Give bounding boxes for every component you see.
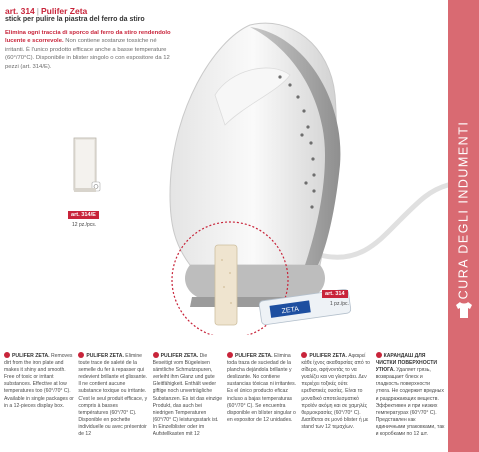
heading-separator: | <box>36 6 39 16</box>
product-subtitle: stick per pulire la piastra del ferro da stiro <box>5 16 145 23</box>
column-english: PULIFER ZETA. Removes dirt from the iron plate and makes it shiny and smooth. Free of toxic or irritant substances. Effective at low temperatures too (60°/70° C). Available in single packages or in a 12-pieces display box. <box>4 353 74 409</box>
product-name: Pulifer Zeta <box>41 6 88 16</box>
column-french: PULIFER ZETA. Elimine toute trace de saleté de la semelle du fer à repasser qui redevient brillante et glissante. Il ne contient aucune substance toxique ou irritante. C'est le seul produit efficace, y compris à basses températures (60°/70° C). Disponible en pochette individuelle ou avec présentoir de 12 <box>78 353 148 438</box>
pack-brand-text: ZETA <box>281 305 300 316</box>
flag-icon <box>301 352 307 358</box>
column-german: PULIFER ZETA. Die Beseitigt vom Bügeleisen sämtliche Schmutzspuren, verleiht ihm Glanz und gute Gleitfähigkeit. Enthält weder giftige noch unverträgliche Substanzen. Es ist das einzige Produkt, das auch bei niedrigen Temperaturen (60°/70° C) leistungsstark ist. In Einzelblister oder im Aufstellkasten mit 12 <box>152 353 223 438</box>
description-body: Non contiene sostanze tossiche né irritanti. È l'unico prodotto efficace anche a basse temperature (60°/70°C). Disponibile in blister singolo o con espositore da 12 pezzi (art. 314/E). <box>5 38 170 70</box>
column-spanish: PULIFER ZETA. Elimina toda traza de suciedad de la plancha dejándola brillante y deslizante. No contiene sustancias tóxicas ni irritantes. Es el único producto eficaz incluso a bajas temperaturas (60°/70° C). Se encuentra disponible en blíster singular o en expositor de 12 unidades. <box>226 353 297 423</box>
article-number: art. 314 <box>5 6 35 16</box>
art-314e-label: art. 314/E <box>68 211 99 219</box>
flag-icon <box>78 352 84 358</box>
flag-icon <box>153 352 159 358</box>
category-title: CURA DEGLI INDUMENTI <box>456 120 471 300</box>
flag-icon <box>227 352 233 358</box>
art-314e-quantity: 12 pz./pcs. <box>72 222 97 228</box>
column-greek: PULIFER ZETA. Αφαιρεί κάθε ίχνος ακαθαρσίας από το σίδερο, αφήνοντάς το να γυαλίζει και να γλιστράει. Δεν περιέχει τοξικές ούτε ερεθιστικές ουσίες. Είναι το μοναδικό αποτελεσματικό προϊόν ακόμη και σε χαμηλές θερμοκρασίες (60°/70° C). Διατίθεται σε μονό blister ή με stand των 12 τεμαχίων. <box>301 353 370 430</box>
display-pack-image <box>70 136 106 198</box>
language-columns <box>4 352 446 452</box>
shirt-icon <box>454 300 474 320</box>
flag-icon <box>4 352 10 358</box>
product-heading <box>5 6 87 16</box>
art-314-quantity: 1 pz./pc. <box>330 301 349 307</box>
art-314-label: art. 314 <box>322 290 348 298</box>
steam-iron-image <box>130 15 450 335</box>
flag-icon <box>376 352 382 358</box>
description-highlight: Elimina ogni traccia di sporco dal ferro da stiro rendendolo lucente e scorrevole. <box>5 30 171 45</box>
column-russian: КАРАНДАШ ДЛЯ ЧИСТКИ ПОВЕРХНОСТИ УТЮГА. Удаляет грязь, возвращает блеск и гладкость поверхности утюга. Не содержит вредных и раздражающих веществ. Эффективен и при низких температурах (60°/70° C). Представлен как единичными упаковками, так и коробками по 12 шт. <box>375 353 445 438</box>
